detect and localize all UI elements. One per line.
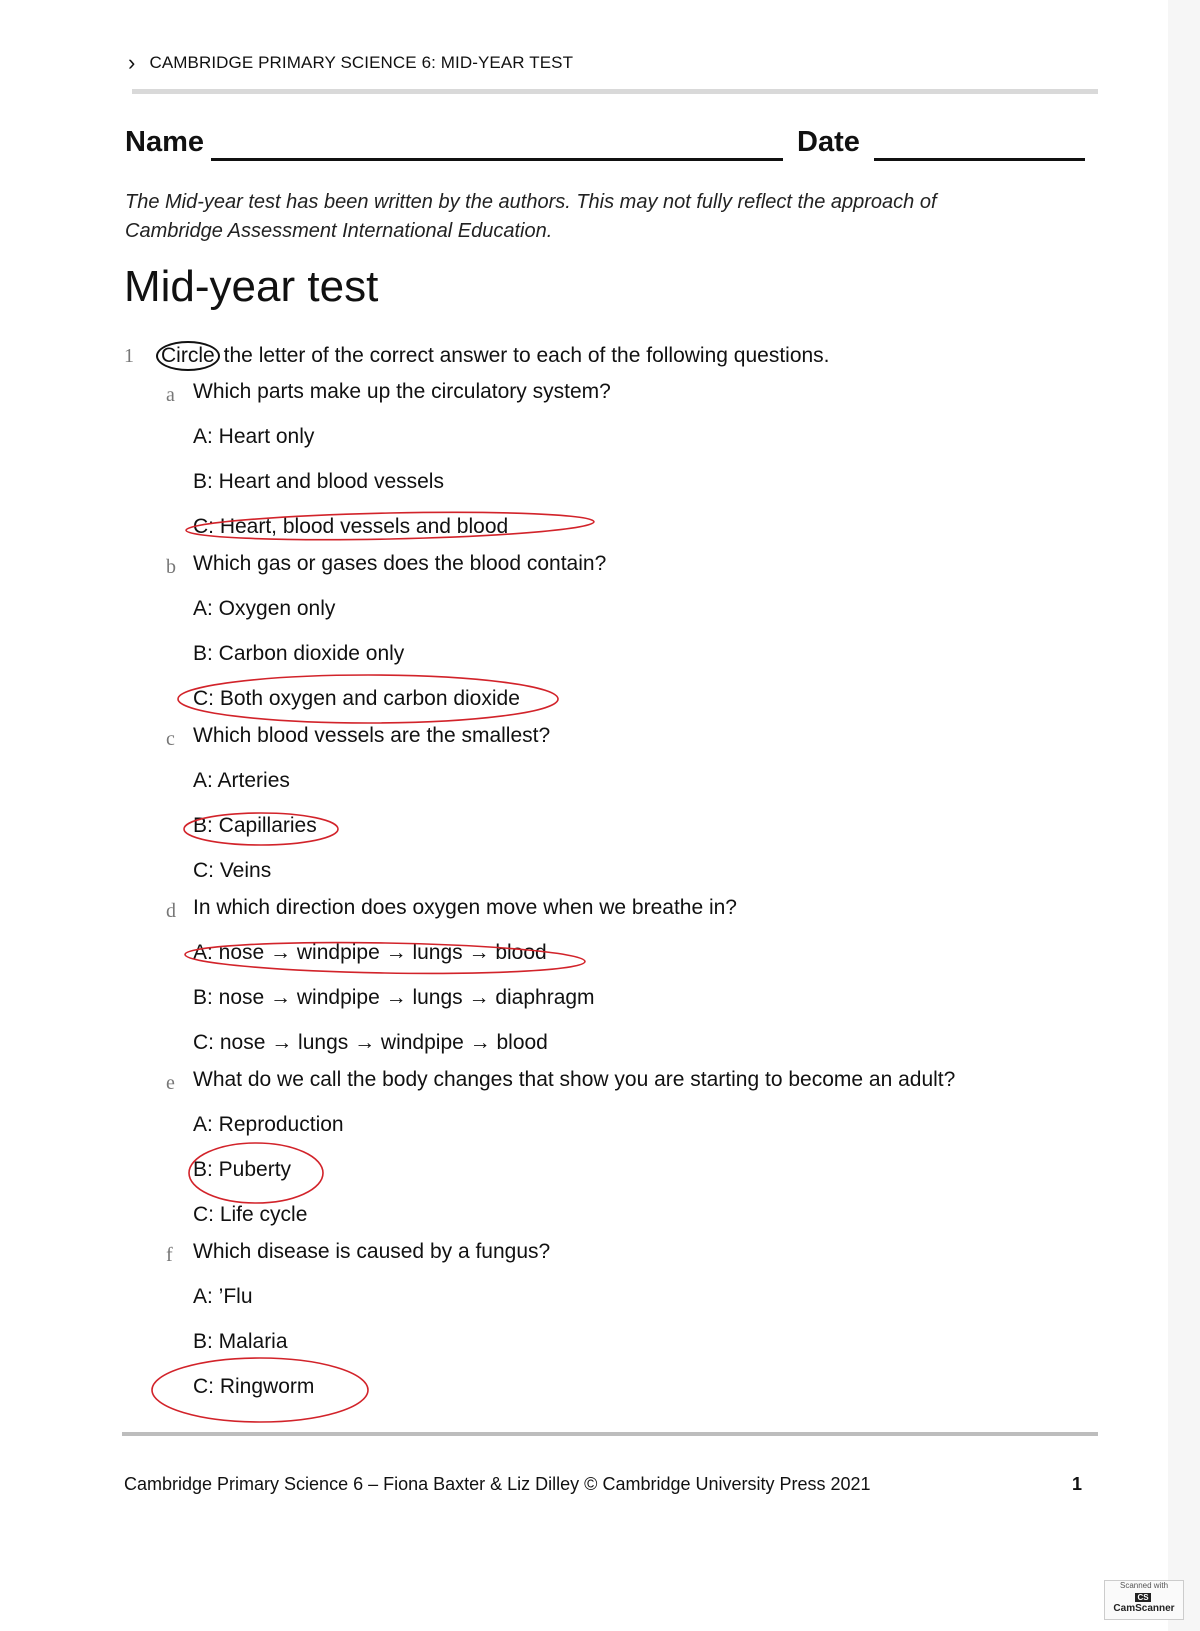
question-f-text: Which disease is caused by a fungus? [193, 1240, 551, 1263]
instruction-circled-word: Circle [156, 341, 220, 371]
chevron-right-icon: › [128, 50, 136, 75]
scanned-with-label: Scanned with [1119, 1581, 1169, 1590]
header-title: CAMBRIDGE PRIMARY SCIENCE 6: MID-YEAR TEST [149, 53, 574, 72]
disclaimer-line-1: The Mid-year test has been written by the authors. This may not fully reflect the approach of [125, 191, 937, 213]
date-label: Date [797, 126, 860, 158]
camscanner-badge [1104, 1580, 1184, 1620]
question-e-text: What do we call the body changes that show you are starting to become an adult? [193, 1068, 956, 1091]
disclaimer [125, 188, 1025, 246]
option-b-A[interactable]: A: Oxygen only [193, 597, 336, 620]
part-letter-d: d [166, 900, 176, 922]
instruction-text: the letter of the correct answer to each of the following questions. [223, 344, 830, 367]
question-number: 1 [124, 345, 134, 367]
footer-rule [122, 1432, 1098, 1436]
page-title: Mid-year test [124, 262, 379, 311]
option-d-B[interactable]: B: nose → windpipe → lungs → diaphragm [193, 986, 595, 1009]
option-b-B[interactable]: B: Carbon dioxide only [193, 642, 405, 665]
camscanner-brand [1105, 1592, 1183, 1614]
part-letter-f: f [166, 1244, 173, 1266]
option-a-B[interactable]: B: Heart and blood vessels [193, 470, 444, 493]
option-e-C[interactable]: C: Life cycle [193, 1203, 308, 1226]
name-date-row [125, 126, 1085, 166]
option-c-C[interactable]: C: Veins [193, 859, 272, 882]
option-b-C[interactable]: C: Both oxygen and carbon dioxide [193, 687, 520, 710]
option-c-B[interactable]: B: Capillaries [193, 814, 317, 837]
question-instruction [156, 341, 830, 371]
option-e-A[interactable]: A: Reproduction [193, 1113, 344, 1136]
option-c-A[interactable]: A: Arteries [193, 769, 290, 792]
question-c-text: Which blood vessels are the smallest? [193, 724, 551, 747]
date-field-line[interactable] [874, 128, 1085, 161]
header-rule [132, 89, 1098, 94]
page-number: 1 [1072, 1474, 1083, 1494]
part-letter-e: e [166, 1072, 175, 1094]
running-header [128, 52, 573, 74]
part-letter-b: b [166, 556, 176, 578]
option-d-C[interactable]: C: nose → lungs → windpipe → blood [193, 1031, 548, 1054]
option-f-A[interactable]: A: ’Flu [193, 1285, 253, 1308]
name-label: Name [125, 126, 204, 158]
camscanner-name: CamScanner [1113, 1603, 1175, 1614]
option-e-B[interactable]: B: Puberty [193, 1158, 292, 1181]
disclaimer-line-2: Cambridge Assessment International Education. [125, 220, 553, 242]
option-d-A[interactable]: A: nose → windpipe → lungs → blood [193, 941, 547, 964]
question-a-text: Which parts make up the circulatory system? [193, 380, 611, 403]
option-a-C[interactable]: C: Heart, blood vessels and blood [193, 515, 509, 538]
part-letter-a: a [166, 384, 175, 406]
camscanner-logo-icon: CS [1137, 1593, 1149, 1602]
scan-edge [1168, 0, 1200, 1631]
option-f-C[interactable]: C: Ringworm [193, 1375, 315, 1398]
part-letter-c: c [166, 728, 175, 750]
footer-credit: Cambridge Primary Science 6 – Fiona Baxter & Liz Dilley © Cambridge University Press 2021 [124, 1474, 871, 1494]
option-f-B[interactable]: B: Malaria [193, 1330, 288, 1353]
question-b-text: Which gas or gases does the blood contain? [193, 552, 607, 575]
question-d-text: In which direction does oxygen move when we breathe in? [193, 896, 737, 919]
option-a-A[interactable]: A: Heart only [193, 425, 315, 448]
name-field-line[interactable] [211, 128, 783, 161]
